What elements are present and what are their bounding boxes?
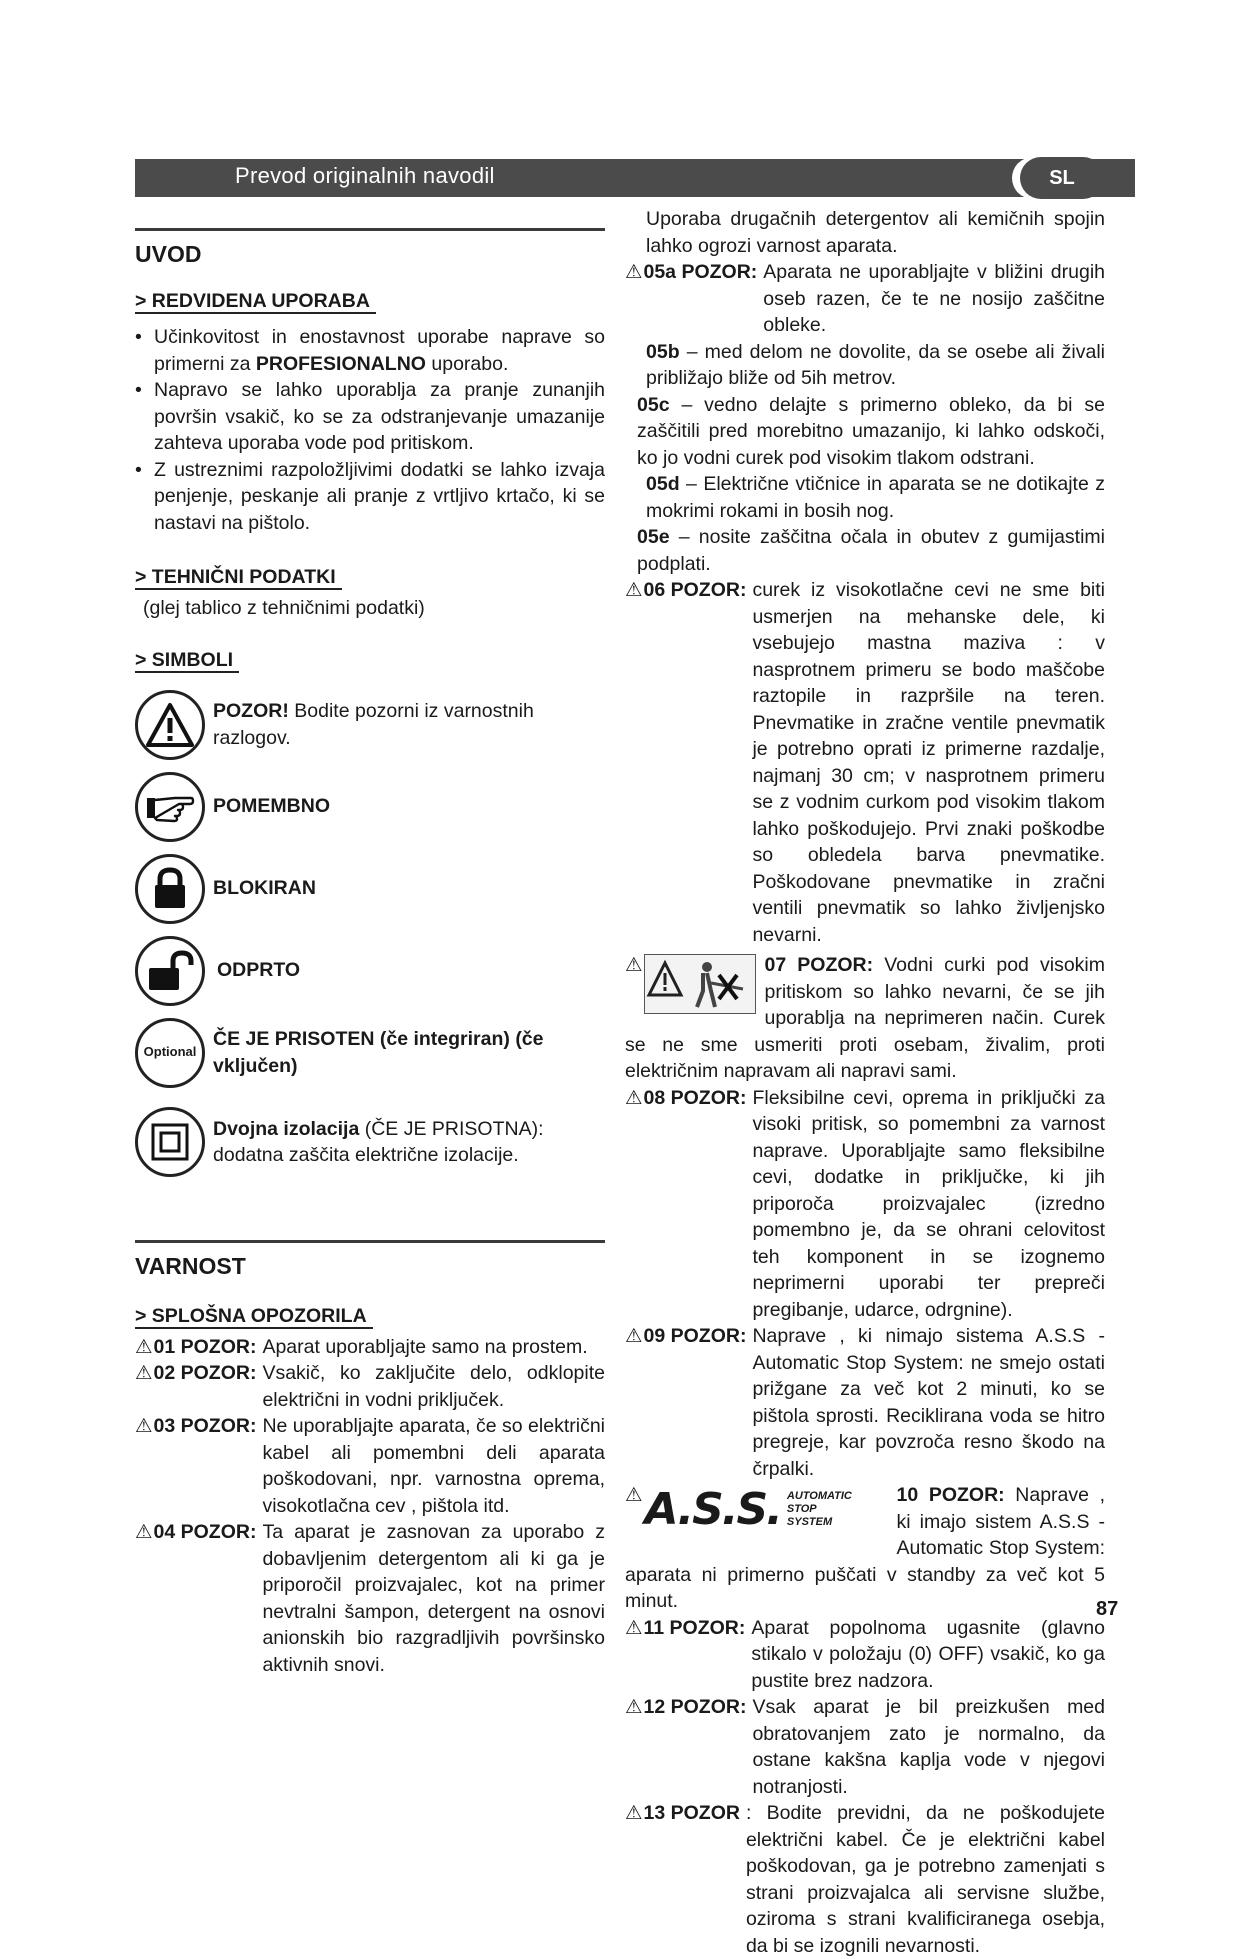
symbol-description: POMEMBNO [213,795,330,818]
list-item: • Napravo se lahko uporablja za pranje zunanjih površin vsakič, ko se za odstranjevanje umazanije zahteva uporaba vode pod pritiskom. [135,377,605,457]
header-bar [135,159,1135,197]
warning-04: ⚠04 POZOR: Ta aparat je zasnovan za uporabo z dobavljenim detergentom ali ki ga je priporočil proizvajalec, kot na primer nevtralni šampon, detergent na osnovi anionskih bio razgradljivih površinsko aktivnih snovi. [135,1521,605,1676]
warning-06: ⚠06 POZOR: curek iz visokotlačne cevi ne sme biti usmerjen na mehanske dele, ki vsebujejo mastna maziva : v nasprotnem primeru se bodo maščobe raztopile in razpršile na teren. Pnevmatike in zračne ventile pnevmatik je potrebno oprati iz primerne razdalje, najmanj 30 cm; v nasprotnem primeru se z vodnim curkom pod visokim tlakom lahko poškodujejo. Prvi znaki poškodbe so obledela barva pnevmatike. Poškodovane pnevmatike in zračni ventili pnevmatik so lahko življenjsko nevarni. [625,579,1105,946]
symbol-description: BLOKIRAN [213,877,316,900]
section-title-varnost: VARNOST [135,1252,246,1279]
section-rule [135,228,605,231]
warning-05b: 05b – med delom ne dovolite, da se osebe ali živali približajo bliže od 5ih metrov. [646,340,1105,389]
warning-07: ⚠ 07 POZOR: Vodni curki pod visokim pritiskom so lahko nevarni, če se jih uporablja na neprimeren način. Curek se ne sme usmeriti proti osebam, živalim, proti električnim napravam ali napravi sami. [625,954,1105,1082]
closed-padlock-icon [135,854,205,924]
warning-triangle-icon [135,690,205,760]
symbol-description: Dvojna izolacija (ČE JE PRISOTNA): dodatna zaščita električne izolacije. [213,1117,544,1166]
pointing-hand-icon [135,772,205,842]
usage-heading: > REDVIDENA UPORABA [135,288,605,315]
symbol-row [135,930,605,1012]
warning-12: ⚠12 POZOR: Vsak aparat je bil preizkušen med obratovanjem zato je normalno, da ostane kakšna kaplja vode v njegovi notranjosti. [625,1696,1105,1798]
symbol-description: ČE JE PRISOTEN (če integriran) (če vključen) [213,1028,544,1077]
warning-02: ⚠02 POZOR: Vsakič, ko zaključite delo, odklopite električni in vodni priključek. [135,1362,605,1411]
list-item: • Učinkovitost in enostavnost uporabe naprave so primerni za PROFESIONALNO uporabo. [135,324,605,377]
header-title: Prevod originalnih navodil [235,163,495,188]
general-warnings-heading: > SPLOŠNA OPOZORILA [135,1303,605,1330]
warning-05d: 05d – Električne vtičnice in aparata se ne dotikajte z mokrimi rokami in bosih nog. [646,473,1105,522]
warning-04-continued: Uporaba drugačnih detergentov ali kemičnih spojin lahko ogrozi varnost aparata. [646,208,1105,257]
double-insulation-icon [135,1107,205,1177]
symbols-heading: > SIMBOLI [135,647,605,674]
symbol-row [135,1094,605,1190]
warning-08: ⚠08 POZOR: Fleksibilne cevi, oprema in priključki za visoki pritisk, so pomembni za varnost naprave. Uporabljajte samo fleksibilne cevi, dodatke in priključke, ki jih priporoča proizvajalec (izredno pomembno je, da se ohrani celovitost teh komponent in se izognemo neprimerni uporabi ter prepreči pregibanje, udarce, odrgnine). [625,1086,1105,1321]
symbol-row [135,684,605,766]
warning-10: ⚠ A.S.S. AUTOMATIC STOP SYSTEM 10 POZOR: Naprave , ki imajo sistem A.S.S - Automatic Stop System: aparata ni primerno puščati v standby za več kot 5 minut. [625,1484,1106,1612]
spray-danger-pictogram [644,954,756,1014]
warning-05a: ⚠05a POZOR: Aparata ne uporabljajte v bližini drugih oseb razen, če te ne nosijo zaščitne obleke. [625,261,1105,336]
symbol-row [135,1012,605,1094]
optional-icon: Optional [135,1018,205,1088]
symbol-row [135,766,605,848]
symbol-description: ODPRTO [217,959,301,982]
warning-09: ⚠09 POZOR: Naprave , ki nimajo sistema A.S.S - Automatic Stop System: ne smejo ostati prižgane za več kot 2 minuti, ko se pištola sprosti. Reciklirana voda se hitro pregreje, kar povzroča resno škodo na črpalki. [625,1325,1105,1480]
ass-system-logo: A.S.S. AUTOMATIC STOP SYSTEM [644,1484,852,1535]
warning-01: ⚠01 POZOR: Aparat uporabljajte samo na prostem. [135,1335,588,1358]
tech-note: (glej tablico z tehničnimi podatki) [143,596,425,619]
warning-05e: 05e – nosite zaščitna očala in obutev z gumijastimi podplati. [637,526,1106,575]
usage-list [135,324,605,536]
open-padlock-icon [135,936,205,1006]
warning-11: ⚠11 POZOR: Aparat popolnoma ugasnite (glavno stikalo v položaju (0) OFF) vsakič, ko ga pustite brez nadzora. [625,1616,1105,1692]
symbol-row [135,848,605,930]
list-item: • Z ustreznimi razpoložljivimi dodatki se lahko izvaja penjenje, peskanje ali pranje z vrtljivo krtačo, ki se nastavi na pištolo. [135,457,605,537]
language-badge: SL [1020,157,1104,199]
page-number: 87 [1096,1598,1119,1620]
warning-03: ⚠03 POZOR: Ne uporabljajte aparata, če so električni kabel ali pomembni deli aparata poškodovani, npr. varnostna oprema, visokotlačna cev , pištola itd. [135,1415,605,1517]
section-rule [135,1240,605,1243]
tech-heading: > TEHNIČNI PODATKI [135,564,605,591]
warning-13: ⚠13 POZOR : Bodite previdni, da ne poškodujete električni kabel. Če je električni kabel poškodovan, ga je potrebno zamenjati s strani proizvajalca ali servisne službe, oziroma s strani kvalificiranega osebja, da bi se izognili nevarnosti. [625,1802,1105,1957]
right-column [625,206,1105,1959]
section-title-uvod: UVOD [135,241,202,267]
left-column [135,212,605,1678]
warning-05c: 05c – vedno delajte s primerno obleko, da bi se zaščitili pred morebitno umazanijo, ki lahko odskoči, ko jo vodni curek pod visokim tlakom odstrani. [637,393,1105,469]
symbol-description: POZOR! Bodite pozorni iz varnostnih razlogov. [213,700,534,749]
symbols-list [135,684,605,1190]
